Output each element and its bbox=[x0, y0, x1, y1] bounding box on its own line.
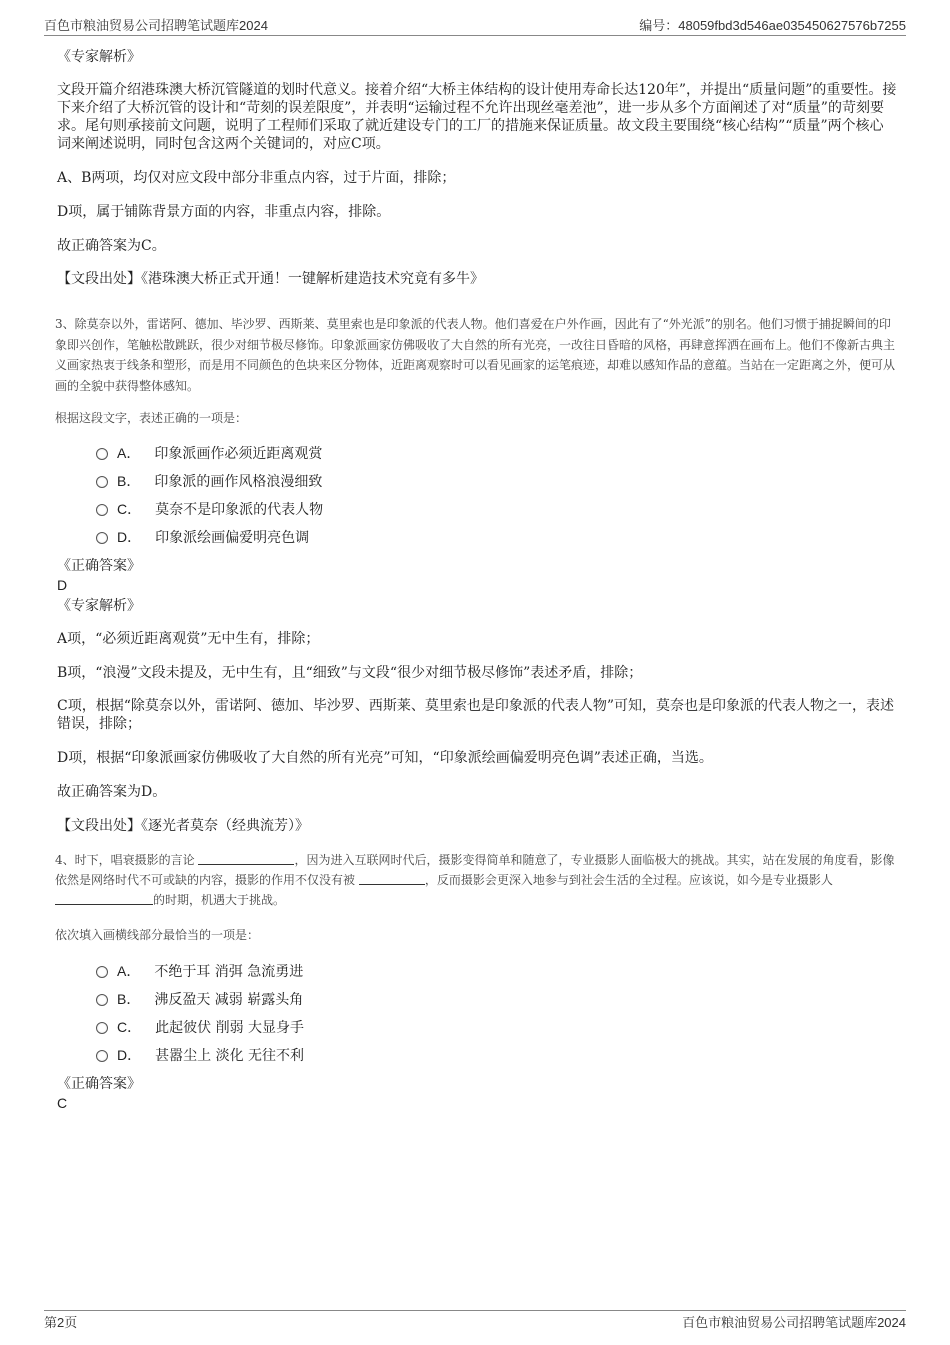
header-code: 编号：48059fbd3d546ae035450627576b7255 bbox=[639, 18, 906, 33]
page-header bbox=[44, 15, 906, 33]
q3-option-d[interactable] bbox=[96, 528, 309, 547]
q2-analysis: 文段开篇介绍港珠澳大桥沉管隧道的划时代意义。接着介绍“大桥主体结构的设计使用寿命长达120年”，并提出“质量问题”的重要性。接下来介绍了大桥沉管的设计和“苛刻的误差限度”，并表明“运输过程不允许出现丝毫差池”，进一步从多个方面阐述了对“质量”的苛刻要求。尾句则承接前文问题，说明了工程师们采取了就近建设专门的工厂的措施来保证质量。故文段主要围绕“核心结构”“质量”两个核心词来阐述说明，同时包含这两个关键词的，对应C项。 bbox=[57, 82, 897, 152]
footer-title: 百色市粮油贸易公司招聘笔试题库2024 bbox=[682, 1315, 906, 1330]
page-footer bbox=[44, 1312, 906, 1330]
q4-text-part-4: 的时期，机遇大于挑战。 bbox=[153, 893, 286, 907]
option-text: 印象派绘画偏爱明亮色调 bbox=[155, 530, 310, 546]
radio-icon[interactable] bbox=[96, 504, 108, 516]
q4-text-part-1: 4、时下，唱衰摄影的言论 bbox=[55, 853, 195, 867]
radio-icon[interactable] bbox=[96, 994, 108, 1006]
radio-icon[interactable] bbox=[96, 966, 108, 978]
q4-text-part-2: ，因为进入互联网时代后，摄影变得简单和随意了，专业摄影人面临极大的挑战。其实，站在发展的角度看，影像依然是网络时代不可或缺的内容，摄影的作用不仅没有被 bbox=[55, 853, 895, 887]
radio-icon[interactable] bbox=[96, 476, 108, 488]
q4-option-b[interactable] bbox=[96, 990, 303, 1009]
option-letter: C． bbox=[117, 1019, 142, 1035]
q4-answer-heading: 《正确答案》 bbox=[57, 1076, 141, 1092]
option-letter: A． bbox=[117, 445, 141, 461]
blank-1 bbox=[198, 852, 294, 865]
q2-d-note: D项，属于铺陈背景方面的内容，非重点内容，排除。 bbox=[57, 204, 391, 220]
q3-prompt: 根据这段文字，表述正确的一项是： bbox=[55, 411, 248, 425]
option-text: 甚嚣尘上 淡化 无往不利 bbox=[155, 1048, 305, 1064]
option-letter: B． bbox=[117, 473, 141, 489]
q3-option-a[interactable] bbox=[96, 444, 322, 463]
header-title: 百色市粮油贸易公司招聘笔试题库2024 bbox=[44, 18, 268, 33]
q2-source: 【文段出处】《港珠澳大桥正式开通！一键解析建造技术究竟有多牛》 bbox=[57, 271, 484, 287]
footer-divider bbox=[44, 1310, 906, 1311]
option-letter: A． bbox=[117, 963, 141, 979]
q4-prompt: 依次填入画横线部分最恰当的一项是： bbox=[55, 928, 260, 942]
q2-analysis-heading: 《专家解析》 bbox=[57, 49, 141, 65]
q4-option-d[interactable] bbox=[96, 1046, 304, 1065]
header-divider bbox=[44, 35, 906, 36]
blank-2 bbox=[359, 872, 425, 885]
q4-option-c[interactable] bbox=[96, 1018, 304, 1037]
q3-note-c: C项，根据“除莫奈以外，雷诺阿、德加、毕沙罗、西斯莱、莫里索也是印象派的代表人物”可知，莫奈也是印象派的代表人物之一，表述错误，排除； bbox=[57, 698, 895, 732]
radio-icon[interactable] bbox=[96, 532, 108, 544]
q3-answer: D bbox=[57, 577, 68, 593]
q3-analysis-heading: 《专家解析》 bbox=[57, 598, 141, 614]
q2-ab-note: A、B两项，均仅对应文段中部分非重点内容，过于片面，排除； bbox=[57, 170, 456, 186]
page-number: 第2页 bbox=[44, 1315, 78, 1330]
option-letter: C． bbox=[117, 501, 142, 517]
blank-3 bbox=[55, 892, 153, 905]
option-letter: B． bbox=[117, 991, 141, 1007]
q3-source: 【文段出处】《逐光者莫奈（经典流芳）》 bbox=[57, 818, 309, 834]
q3-option-c[interactable] bbox=[96, 500, 323, 519]
option-text: 印象派画作必须近距离观赏 bbox=[154, 446, 323, 462]
q3-note-b: B项，“浪漫”文段未提及，无中生有，且“细致”与文段“很少对细节极尽修饰”表述矛盾，排除； bbox=[57, 665, 643, 681]
q3-text: 3、除莫奈以外，雷诺阿、德加、毕沙罗、西斯莱、莫里索也是印象派的代表人物。他们喜爱在户外作画，因此有了“外光派”的别名。他们习惯于捕捉瞬间的印象即兴创作，笔触松散跳跃，很少对细节极尽修饰。印象派画家仿佛吸收了大自然的所有光亮，一改往日昏暗的风格，再肆意挥洒在画布上。他们不像新古典主义画家热衷于线条和塑形，而是用不同颜色的色块来区分物体，近距离观察时可以看见画家的运笔痕迹，却难以感知作品的意蕴。当站在一定距离之外，便可从画的全貌中获得整体感知。 bbox=[55, 317, 896, 393]
radio-icon[interactable] bbox=[96, 448, 108, 460]
option-text: 此起彼伏 削弱 大显身手 bbox=[155, 1020, 305, 1036]
q3-note-d: D项，根据“印象派画家仿佛吸收了大自然的所有光亮”可知，“印象派绘画偏爱明亮色调”表述正确，当选。 bbox=[57, 750, 713, 766]
option-text: 不绝于耳 消弭 急流勇进 bbox=[154, 964, 304, 980]
radio-icon[interactable] bbox=[96, 1022, 108, 1034]
option-text: 莫奈不是印象派的代表人物 bbox=[155, 502, 324, 518]
q4-text bbox=[55, 850, 897, 910]
q3-answer-heading: 《正确答案》 bbox=[57, 558, 141, 574]
q4-text-part-3: ，反而摄影会更深入地参与到社会生活的全过程。应该说，如今是专业摄影人 bbox=[424, 873, 833, 887]
option-letter: D． bbox=[117, 529, 142, 545]
radio-icon[interactable] bbox=[96, 1050, 108, 1062]
q3-option-b[interactable] bbox=[96, 472, 322, 491]
q3-conclusion: 故正确答案为D。 bbox=[57, 784, 167, 800]
q4-option-a[interactable] bbox=[96, 962, 303, 981]
option-text: 印象派的画作风格浪漫细致 bbox=[154, 474, 323, 490]
q4-answer: C bbox=[57, 1095, 68, 1111]
option-text: 沸反盈天 减弱 崭露头角 bbox=[154, 992, 304, 1008]
option-letter: D． bbox=[117, 1047, 142, 1063]
q3-note-a: A项，“必须近距离观赏”无中生有，排除； bbox=[57, 631, 320, 647]
q2-conclusion: 故正确答案为C。 bbox=[57, 238, 166, 254]
